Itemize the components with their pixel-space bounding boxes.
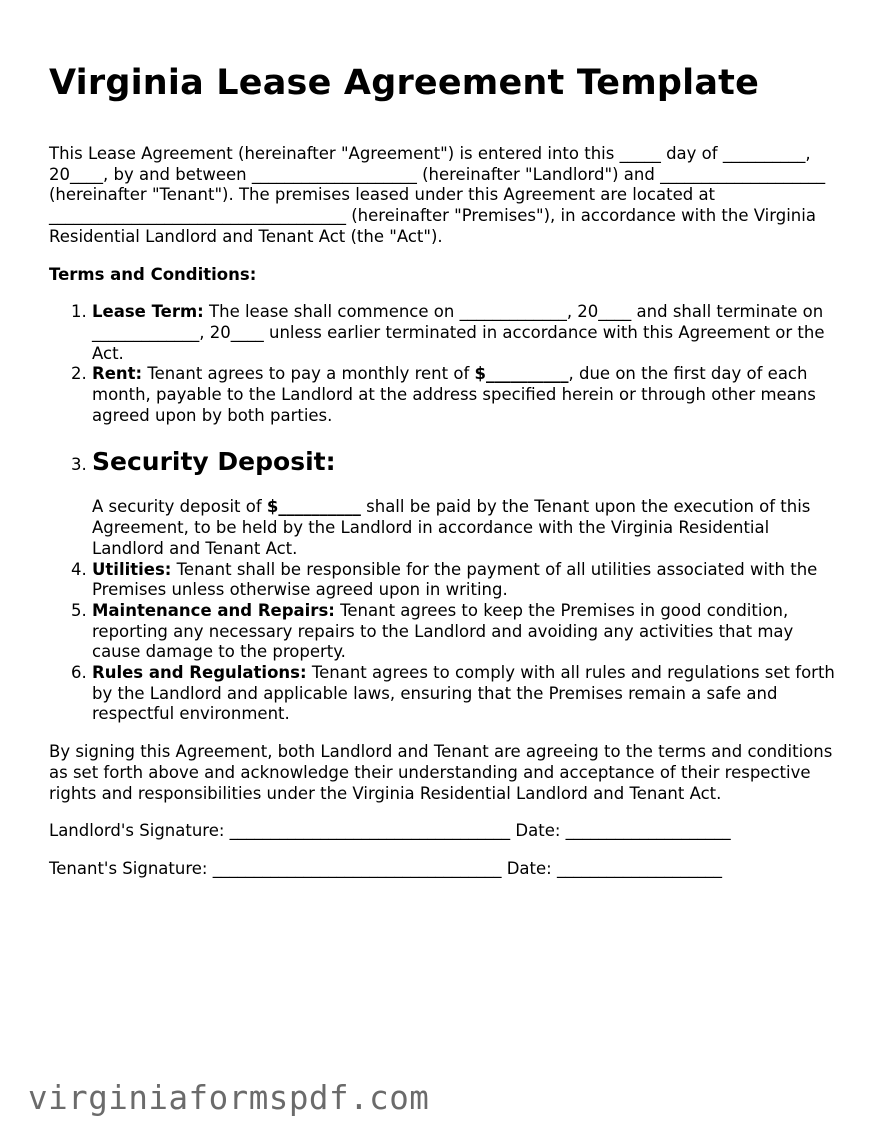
term-text: Tenant agrees to pay a monthly rent of xyxy=(142,364,475,384)
landlord-signature-line: Landlord's Signature: __________________________________ Date: ____________________ xyxy=(49,821,731,841)
term-label: Lease Term: xyxy=(92,302,204,322)
closing-paragraph: By signing this Agreement, both Landlord and Tenant are agreeing to the terms and conditions as set forth above and acknowledge their understanding and acceptance of their respective rights and responsibilities under the Virginia Residential Landlord and Tenant Act. xyxy=(49,742,833,803)
term-text: Tenant agrees to comply with all rules and regulations set forth by the Landlord and applicable laws, ensuring that the Premises remain a safe and respectful environment. xyxy=(92,663,835,724)
terms-heading: Terms and Conditions: xyxy=(49,264,257,284)
intro-paragraph: This Lease Agreement (hereinafter "Agreement") is entered into this _____ day of __________, 20____, by and between ____________________ (hereinafter "Landlord") and ____________________ (hereinafter "Tenant"). The premises leased under this Agreement are located at ____________________________________ (hereinafter "Premises"), in accordance with the Virginia Residential Landlord and Tenant Act (the "Act"). xyxy=(49,144,826,246)
document-title: Virginia Lease Agreement Template xyxy=(49,63,760,103)
term-text: The lease shall commence on _____________, 20____ and shall terminate on _____________, 20____ unless earlier terminated in accordance with this Agreement or the Act. xyxy=(92,302,825,363)
rent-amount-blank: $__________ xyxy=(474,364,569,384)
term-text: shall be paid by the Tenant upon the execution of this Agreement, to be held by the Landlord in accordance with the Virginia Residential Landlord and Tenant Act. xyxy=(92,497,811,558)
terms-list xyxy=(49,302,839,725)
security-deposit-heading: 3. Security Deposit: xyxy=(92,447,336,477)
term-maintenance xyxy=(92,601,839,663)
term-label: Rent: xyxy=(92,364,143,384)
term-text: Tenant shall be responsible for the payment of all utilities associated with the Premises unless otherwise agreed upon in writing. xyxy=(92,559,818,600)
deposit-amount-blank: $__________ xyxy=(266,497,361,517)
term-text: , due on the first day of each month, payable to the Landlord at the address specified herein or through other means agreed upon by both parties. xyxy=(92,364,816,425)
security-deposit-body xyxy=(92,497,839,559)
term-text: A security deposit of xyxy=(92,497,267,517)
term-rules xyxy=(92,663,839,725)
document-page xyxy=(49,60,839,897)
term-security-deposit xyxy=(92,447,839,559)
term-rent xyxy=(92,364,839,426)
term-utilities xyxy=(92,560,839,601)
tenant-signature-line: Tenant's Signature: ___________________________________ Date: ____________________ xyxy=(49,858,722,878)
term-lease-term xyxy=(92,302,839,364)
term-label: Rules and Regulations: xyxy=(92,663,307,683)
term-text: Tenant agrees to keep the Premises in good condition, reporting any necessary repairs to the Landlord and avoiding any activities that may cause damage to the property. xyxy=(92,600,794,662)
term-label: Utilities: xyxy=(92,559,172,579)
term-label: Maintenance and Repairs: xyxy=(92,600,335,620)
watermark-text: virginiaformspdf.com xyxy=(28,1079,430,1117)
